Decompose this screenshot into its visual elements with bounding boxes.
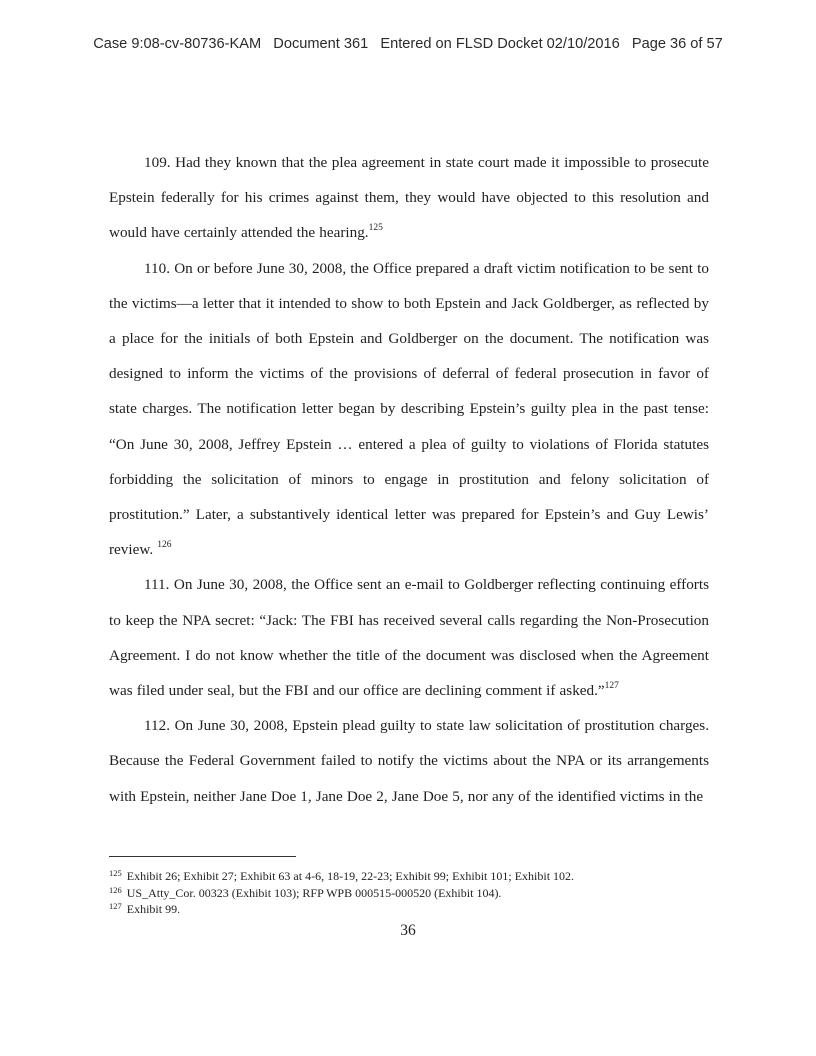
paragraph-109 <box>109 145 709 251</box>
footnotes <box>109 867 709 917</box>
footnote-ref-125: 125 <box>368 223 383 234</box>
footnote-125 <box>109 867 709 884</box>
paragraph-111 <box>109 567 709 708</box>
case-header <box>0 36 816 52</box>
footnote-127 <box>109 900 709 917</box>
footnote-text: Exhibit 26; Exhibit 27; Exhibit 63 at 4-6, 18-19, 22-23; Exhibit 99; Exhibit 101; Exhibit 102. <box>126 869 575 883</box>
footnote-ref-127: 127 <box>604 681 619 692</box>
footnote-text: Exhibit 99. <box>126 902 181 917</box>
paragraph-112 <box>109 708 709 814</box>
footnote-divider <box>109 856 296 857</box>
footnote-ref-126: 126 <box>157 540 172 551</box>
paragraph-110 <box>109 251 709 568</box>
paragraph-text: 110. On or before June 30, 2008, the Office prepared a draft victim notification to be sent to the victims—a letter that it intended to show to both Epstein and Jack Goldberger, as reflected by a place for the initials of both Epstein and Goldberger on the document. The notification was designed to inform the victims of the provisions of deferral of federal prosecution in favor of state charges. The notification letter began by describing Epstein’s guilty plea in the past tense: “On June 30, 2008, Jeffrey Epstein … entered a plea of guilty to violations of Florida statutes forbidding the solicitation of minors to engage in prostitution and felony solicitation of prostitution.” Later, a substantively identical letter was prepared for Epstein’s and Guy Lewis’ review. <box>109 259 709 559</box>
paragraph-text: 109. Had they known that the plea agreement in state court made it impossible to prosecute Epstein federally for his crimes against them, they would have objected to this resolution and would have certainly attended the hearing. <box>109 154 709 242</box>
case-header-text: Case 9:08-cv-80736-KAM Document 361 Entered on FLSD Docket 02/10/2016 Page 36 of 57 <box>93 36 723 52</box>
page-number: 36 <box>400 922 416 939</box>
footnote-number: 126 <box>109 884 122 895</box>
paragraph-text: 111. On June 30, 2008, the Office sent an e-mail to Goldberger reflecting continuing efforts to keep the NPA secret: “Jack: The FBI has received several calls regarding the Non-Prosecution Agreement. I do not know whether the title of the document was disclosed when the Agreement was filed under seal, but the FBI and our office are declining comment if asked.” <box>109 576 709 700</box>
footnote-number: 127 <box>109 901 122 912</box>
footnote-text: US_Atty_Cor. 00323 (Exhibit 103); RFP WPB 000515-000520 (Exhibit 104). <box>126 885 502 900</box>
footnote-126 <box>109 884 709 901</box>
paragraph-text: 112. On June 30, 2008, Epstein plead guilty to state law solicitation of prostitution charges. Because the Federal Government failed to notify the victims about the NPA or its arrangements with Epstein, neither Jane Doe 1, Jane Doe 2, Jane Doe 5, nor any of the identified victims in the <box>109 717 709 805</box>
document-body <box>109 145 709 814</box>
footnote-number: 125 <box>109 868 122 878</box>
